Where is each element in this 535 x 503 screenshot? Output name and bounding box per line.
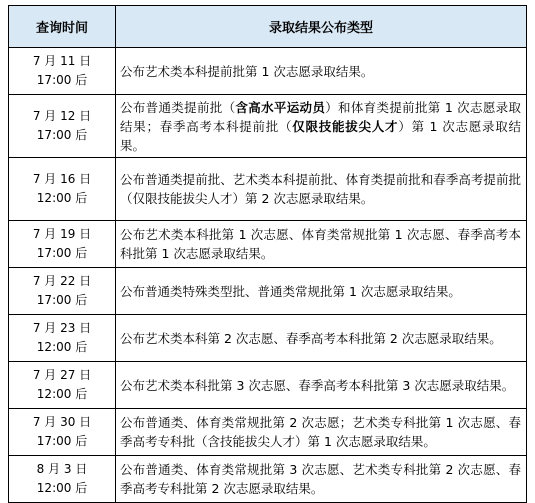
query-time-cell: [9, 158, 116, 221]
result-text: ）第 1 次志愿录取结果。: [120, 118, 521, 153]
query-time-cell: [9, 268, 116, 315]
result-cell: [116, 315, 527, 362]
result-text: 公布艺术类本科第 2 次志愿、春季高考本科批第 2 次志愿录取结果。: [120, 330, 502, 346]
table-row: [9, 315, 527, 362]
query-time: 12:00 后: [36, 340, 88, 354]
query-date: 7 月 19 日: [32, 227, 92, 241]
header-result-type: 录取结果公布类型: [116, 6, 527, 48]
result-cell: [116, 409, 527, 456]
query-date: 7 月 11 日: [32, 54, 92, 68]
query-time-cell: [9, 95, 116, 158]
query-date: 7 月 16 日: [32, 172, 92, 186]
header-query-time: 查询时间: [9, 6, 116, 48]
table-row: [9, 362, 527, 409]
admission-results-table: [8, 5, 527, 503]
result-text: 公布艺术类本科提前批第 1 次志愿录取结果。: [120, 63, 374, 79]
query-time-cell: [9, 456, 116, 503]
table-body: [9, 48, 527, 503]
query-time: 12:00 后: [36, 387, 88, 401]
result-text: 公布普通类提前批（: [120, 99, 236, 115]
table-row: [9, 409, 527, 456]
table-row: [9, 48, 527, 95]
query-time: 17:00 后: [36, 128, 88, 142]
result-cell: [116, 221, 527, 268]
query-time: 12:00 后: [36, 191, 88, 205]
query-time: 17:00 后: [36, 73, 88, 87]
result-cell: [116, 456, 527, 503]
query-time-cell: [9, 221, 116, 268]
result-text: 公布艺术类本科批第 3 次志愿、春季高考本科批第 3 次志愿录取结果。: [120, 377, 515, 393]
query-time: 17:00 后: [36, 434, 88, 448]
table-row: [9, 268, 527, 315]
table-row: [9, 95, 527, 158]
query-time-cell: [9, 362, 116, 409]
result-cell: [116, 158, 527, 221]
query-date: 7 月 23 日: [32, 321, 92, 335]
result-text: 公布普通类提前批、艺术类本科提前批、体育类提前批和春季高考提前批（仅限技能拔尖人才）第 2 次志愿录取结果。: [120, 172, 521, 206]
table-row: [9, 221, 527, 268]
query-date: 7 月 30 日: [32, 415, 92, 429]
result-cell: [116, 95, 527, 158]
query-time: 17:00 后: [36, 293, 88, 307]
query-date: 8 月 3 日: [36, 462, 88, 476]
result-cell: [116, 48, 527, 95]
result-text-bold: 含高水平运动员: [235, 99, 326, 115]
query-time-cell: [9, 315, 116, 362]
header-row: [9, 6, 527, 48]
table-row: [9, 456, 527, 503]
query-date: 7 月 27 日: [32, 368, 92, 382]
table-row: [9, 158, 527, 221]
result-text: 公布普通类、体育类常规批第 3 次志愿、艺术类专科批第 2 次志愿、春季高考专科批第 2 次志愿录取结果。: [120, 462, 521, 496]
result-text: ）和体育类提前批第 1 次志愿录取结果；春季高考本科提前批（: [120, 99, 521, 134]
query-time: 17:00 后: [36, 246, 88, 260]
query-time-cell: [9, 48, 116, 95]
result-text: 公布普通类、体育类常规批第 2 次志愿；艺术类专科批第 1 次志愿、春季高考专科批（含技能拔尖人才）第 1 次志愿录取结果。: [120, 415, 521, 449]
query-date: 7 月 22 日: [32, 274, 92, 288]
result-cell: [116, 268, 527, 315]
result-text-bold: 仅限技能拔尖人才: [292, 118, 399, 134]
query-time-cell: [9, 409, 116, 456]
result-text: 公布艺术类本科批第 1 次志愿、体育类常规批第 1 次志愿、春季高考本科批第 1 次志愿录取结果。: [120, 227, 521, 261]
result-text: 公布普通类特殊类型批、普通类常规批第 1 次志愿录取结果。: [120, 283, 461, 299]
query-date: 7 月 12 日: [32, 109, 92, 123]
query-time: 12:00 后: [36, 481, 88, 495]
result-cell: [116, 362, 527, 409]
